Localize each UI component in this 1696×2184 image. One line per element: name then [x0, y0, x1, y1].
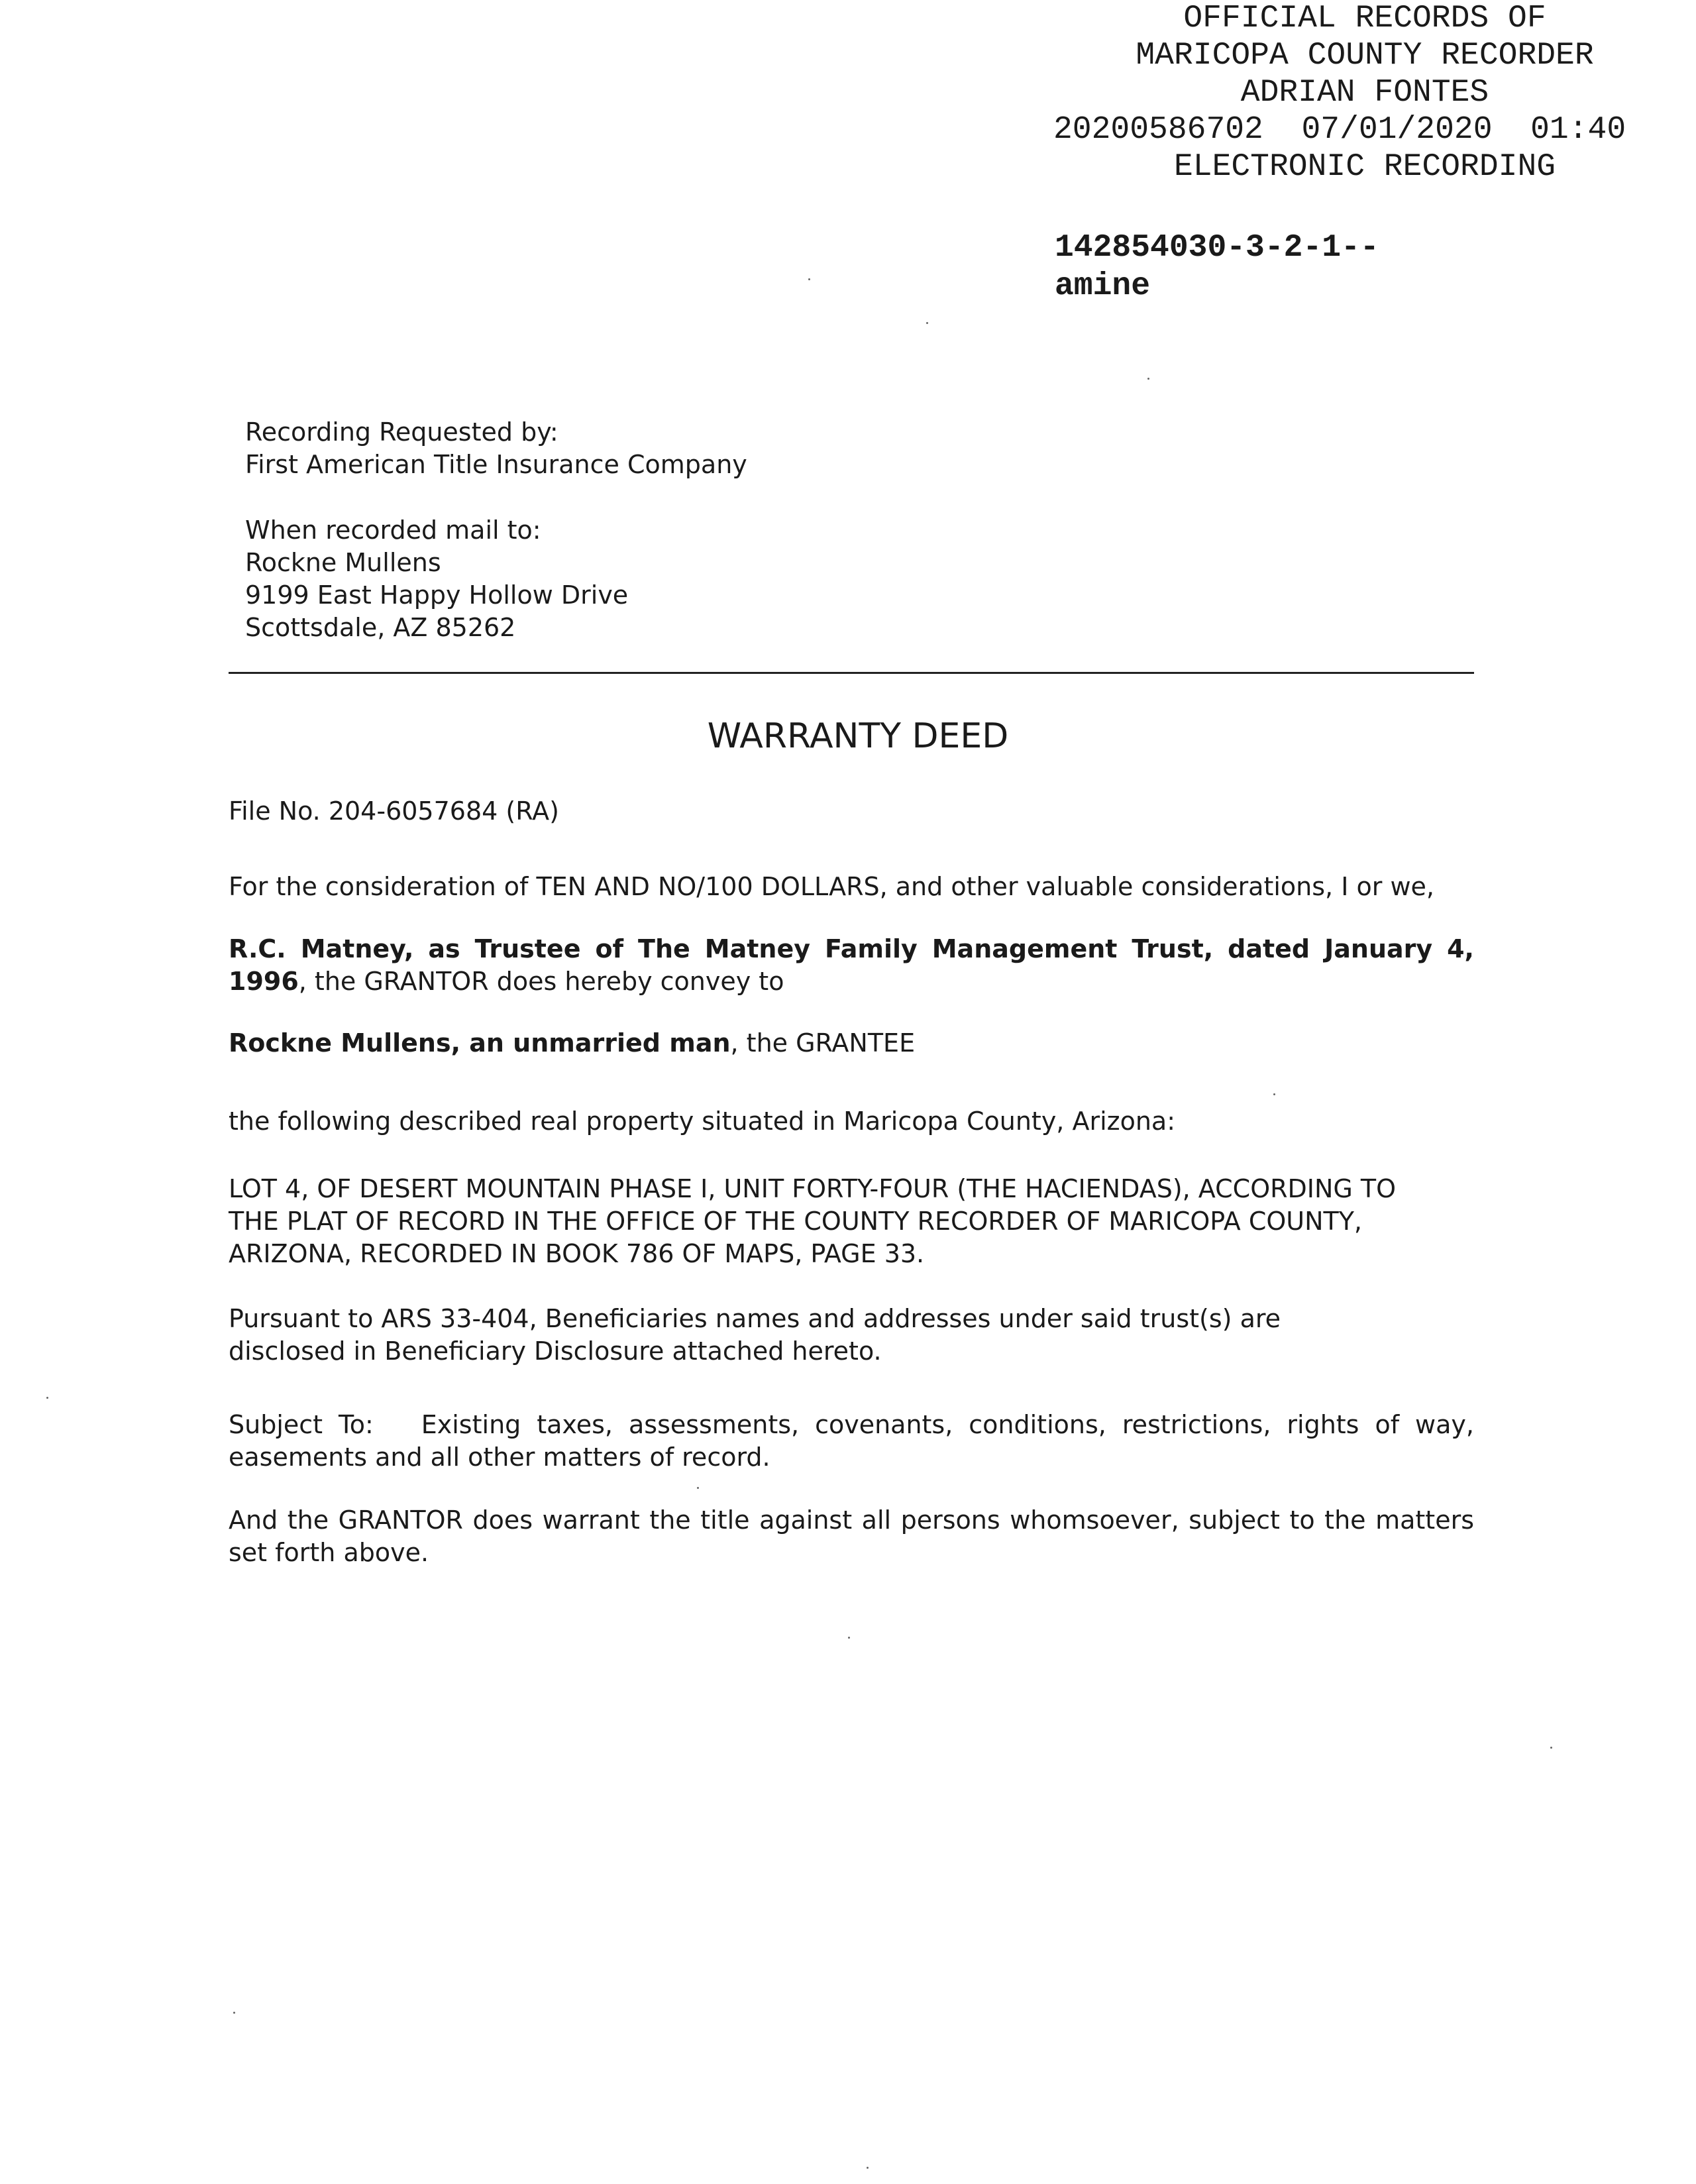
beneficiary-disclosure-paragraph: Pursuant to ARS 33-404, Beneficiaries names and addresses under said trust(s) are disclosed in Beneficiary Disclosure attached hereto.	[229, 1304, 1281, 1366]
scan-speck	[926, 322, 928, 324]
legal-description: LOT 4, OF DESERT MOUNTAIN PHASE I, UNIT FORTY-FOUR (THE HACIENDAS), ACCORDING TO THE PLAT OF RECORD IN THE OFFICE OF THE COUNTY RECORDER OF MARICOPA COUNTY, ARIZONA, RECORDED IN BOOK 786 OF MAPS, PAGE 33.	[229, 1174, 1397, 1268]
scan-speck	[697, 1487, 699, 1489]
scan-speck	[46, 1397, 48, 1399]
grantor-name: R.C. Matney, as Trustee of The Matney Family Management Trust, dated January 4, 1996	[229, 934, 1474, 996]
document-title: WARRANTY DEED	[707, 716, 1009, 756]
scan-speck	[808, 278, 810, 280]
subject-to-paragraph: Subject To: Existing taxes, assessments, covenants, conditions, restrictions, rights of way, easements and all other matters of record.	[229, 1410, 1483, 1472]
grantor-conveyance: , the GRANTOR does hereby convey to	[298, 967, 784, 996]
grantee-role: , the GRANTEE	[730, 1028, 916, 1058]
stamp-reference	[1055, 229, 1379, 305]
scan-speck	[1550, 1747, 1552, 1749]
stamp-line-official-records: OFFICIAL RECORDS OF	[1183, 1, 1546, 36]
mail-to-block	[245, 514, 628, 644]
mail-to-name: Rockne Mullens	[245, 548, 441, 577]
recording-requested-block	[245, 416, 747, 481]
scan-speck	[233, 2012, 235, 2014]
scan-speck	[1273, 1093, 1275, 1095]
file-number: File No. 204-6057684 (RA)	[229, 796, 559, 826]
grantor-paragraph	[229, 933, 1474, 998]
property-intro: the following described real property situated in Maricopa County, Arizona:	[229, 1107, 1176, 1136]
stamp-line-recorder-name: ADRIAN FONTES	[1240, 75, 1489, 111]
scan-speck	[867, 2167, 869, 2169]
stamp-line-recording-number: 20200586702 07/01/2020 01:40	[1053, 112, 1626, 148]
grantee-paragraph	[229, 1027, 1474, 1060]
warranty-paragraph: And the GRANTOR does warrant the title against all persons whomsoever, subject to the matters set forth above.	[229, 1505, 1474, 1567]
scan-speck	[1147, 378, 1149, 380]
stamp-line-county-recorder: MARICOPA COUNTY RECORDER	[1136, 38, 1594, 74]
header-divider	[229, 672, 1474, 674]
mail-to-label: When recorded mail to:	[245, 516, 541, 545]
stamp-reference-number: 142854030-3-2-1--	[1055, 230, 1379, 266]
stamp-line-electronic-recording: ELECTRONIC RECORDING	[1173, 149, 1556, 185]
stamp-user: amine	[1055, 268, 1151, 304]
recording-requested-label: Recording Requested by:	[245, 417, 558, 447]
consideration-paragraph: For the consideration of TEN AND NO/100 DOLLARS, and other valuable considerations, I or we,	[229, 872, 1434, 901]
grantee-name: Rockne Mullens, an unmarried man	[229, 1028, 731, 1058]
mail-to-city: Scottsdale, AZ 85262	[245, 613, 516, 642]
scan-speck	[848, 1637, 850, 1639]
recording-requested-company: First American Title Insurance Company	[245, 450, 747, 479]
mail-to-street: 9199 East Happy Hollow Drive	[245, 580, 629, 610]
recorder-stamp	[1047, 0, 1683, 186]
